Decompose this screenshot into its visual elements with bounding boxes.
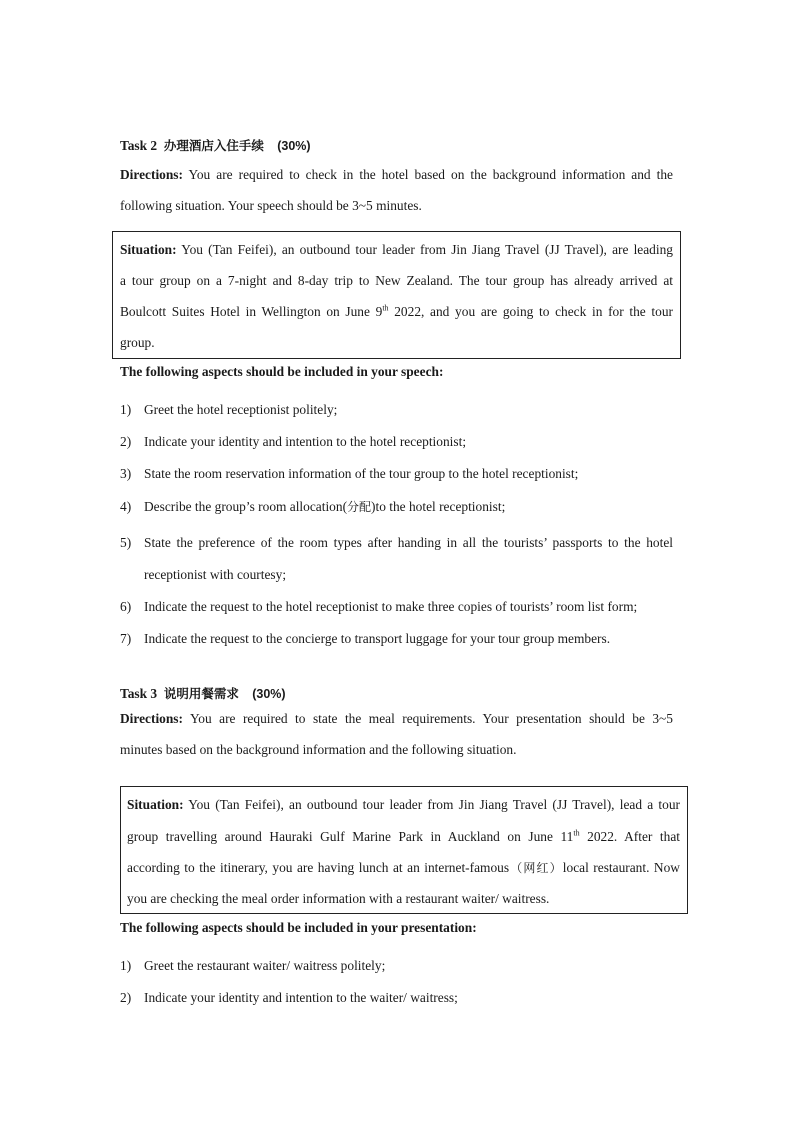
task2-directions-text1: You are required to check in the hotel based on the background information and the: [188, 167, 673, 182]
task3-situation-text3b: local restaurant. Now: [562, 860, 680, 875]
task2-item-text: [144, 499, 505, 515]
task3-item-text: Greet the restaurant waiter/ waitress politely;: [144, 958, 386, 973]
task2-label: Task 2: [120, 138, 158, 153]
task3-aspects-heading-text: The following aspects should be included in your presentation:: [120, 920, 477, 935]
task2-directions-label: Directions:: [120, 167, 183, 182]
task2-item-text: Greet the hotel receptionist politely;: [144, 402, 338, 417]
task3-directions-label: Directions:: [120, 711, 183, 726]
task3-situation-text3-cn: （网红）: [509, 861, 563, 875]
task3-situation-text1: You (Tan Feifei), an outbound tour leader from Jin Jiang Travel (JJ Travel), lead a tour: [188, 797, 680, 812]
task2-aspects-heading-text: The following aspects should be included in your speech:: [120, 364, 444, 379]
task2-item-number: 7): [120, 631, 132, 646]
task3-percent: (30%): [252, 687, 286, 701]
task3-label: Task 3: [120, 686, 158, 701]
task3-item-number: 1): [120, 958, 132, 973]
task2-aspects-heading: [120, 364, 443, 380]
task2-item-text: Indicate your identity and intention to the hotel receptionist;: [144, 434, 467, 449]
task2-item-text: Indicate the request to the hotel receptionist to make three copies of tourists’ room list form;: [144, 599, 638, 614]
task3-directions-line2: minutes based on the background information and the following situation.: [120, 742, 517, 757]
task3-situation-line2: [127, 829, 680, 845]
task2-item-number: 6): [120, 599, 132, 614]
task2-situation-sup: th: [382, 303, 389, 313]
task3-situation-text2a: group travelling around Hauraki Gulf Marine Park in Auckland on June 11: [127, 829, 574, 844]
task2-item-number: 2): [120, 434, 132, 449]
task3-item-text: Indicate your identity and intention to the waiter/ waitress;: [144, 990, 458, 1005]
task3-situation-text3a: according to the itinerary, you are having lunch at an internet-famous: [127, 860, 510, 875]
task2-situation-line2: a tour group on a 7-night and 8-day trip to New Zealand. The tour group has already arrived at: [120, 273, 673, 288]
task2-item4-text-a: Describe the group’s room allocation(: [144, 499, 348, 514]
task2-item-number: 3): [120, 466, 132, 481]
task3-directions-text1: You are required to state the meal requirements. Your presentation should be 3~5: [189, 711, 673, 726]
task2-item4-text-b: )to the hotel receptionist;: [371, 499, 506, 514]
task2-title: 办理酒店入住手续: [163, 138, 264, 153]
task2-item4-text-cn: 分配: [347, 500, 372, 514]
task2-situation-text3a: Boulcott Suites Hotel in Wellington on June 9: [120, 304, 383, 319]
task3-situation-line3: [127, 860, 680, 876]
task2-situation-line4: group.: [120, 335, 155, 350]
task2-item-number: 4): [120, 499, 132, 514]
task2-item-text-cont: receptionist with courtesy;: [144, 567, 287, 582]
task2-item-number: 1): [120, 402, 132, 417]
task3-aspects-heading: [120, 920, 477, 936]
task2-directions-line1: [120, 167, 673, 183]
task2-situation-text3b: 2022, and you are going to check in for the tour: [388, 304, 673, 319]
task2-directions-line2: following situation. Your speech should be 3~5 minutes.: [120, 198, 422, 213]
task3-situation-sup: th: [573, 828, 580, 838]
task3-situation-line1: [127, 797, 680, 813]
task2-item-number: 5): [120, 535, 132, 550]
task2-situation-label: Situation:: [120, 242, 177, 257]
task3-situation-line4: you are checking the meal order information with a restaurant waiter/ waitress.: [127, 891, 550, 906]
task2-situation-text1: You (Tan Feifei), an outbound tour leader from Jin Jiang Travel (JJ Travel), are leading: [181, 242, 673, 257]
task2-situation-line3: [120, 304, 673, 320]
task3-heading: [120, 684, 286, 702]
task2-item-text: State the preference of the room types after handing in all the tourists’ passports to the hotel: [144, 535, 673, 550]
task3-situation-text2b: 2022. After that: [579, 829, 680, 844]
task2-heading: [120, 136, 311, 154]
task2-situation-line1: [120, 242, 673, 258]
task2-percent: (30%): [277, 139, 311, 153]
task2-item-text: State the room reservation information of the tour group to the hotel receptionist;: [144, 466, 579, 481]
task3-directions-line1: [120, 711, 673, 727]
task2-item-text: Indicate the request to the concierge to transport luggage for your tour group members.: [144, 631, 611, 646]
task3-situation-label: Situation:: [127, 797, 184, 812]
task3-title: 说明用餐需求: [163, 686, 239, 701]
task3-item-number: 2): [120, 990, 132, 1005]
